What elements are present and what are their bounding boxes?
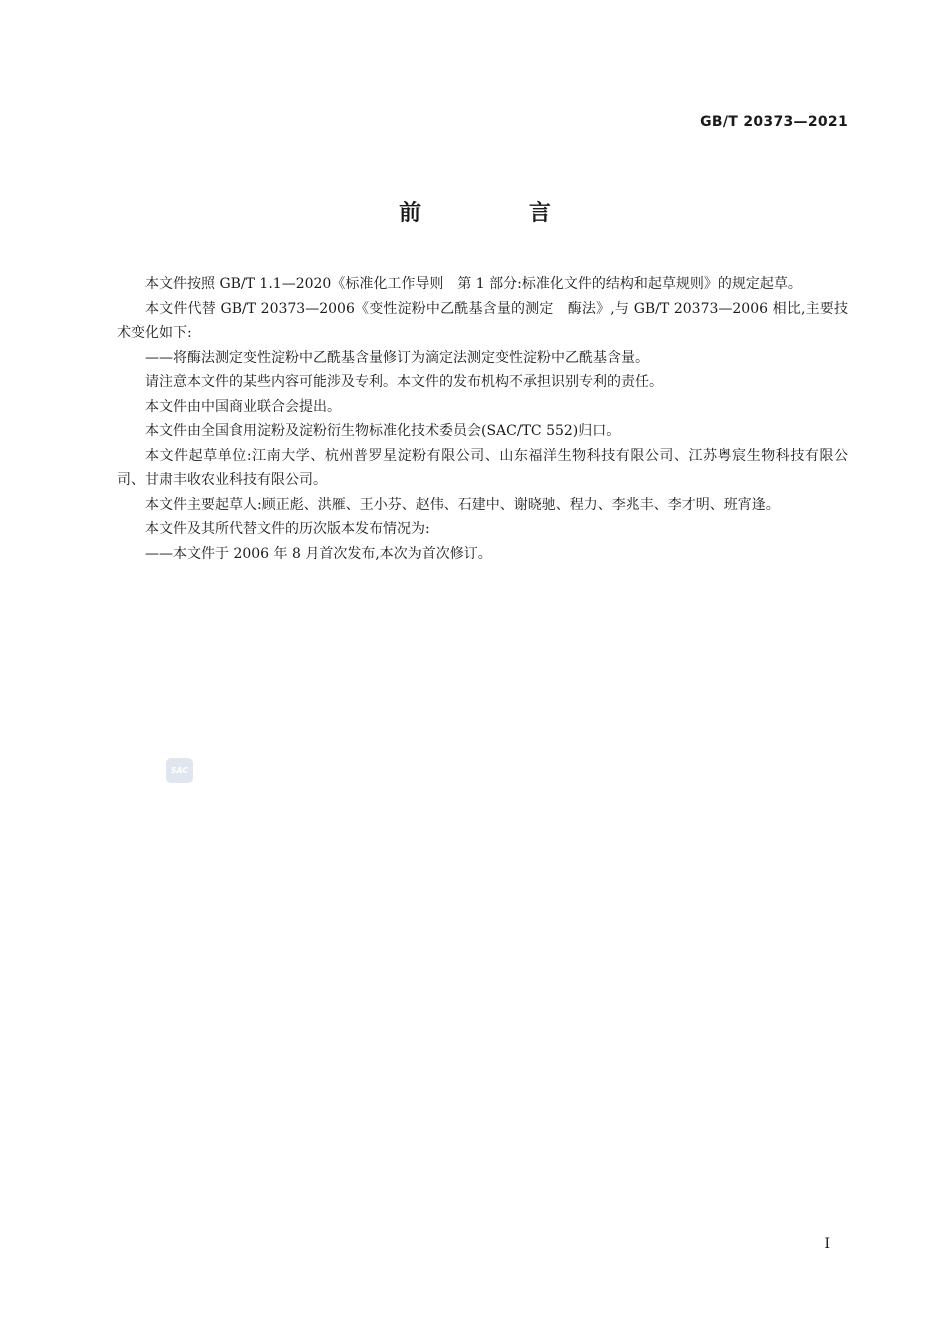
paragraph-version-history-intro: 本文件及其所代替文件的历次版本发布情况为:: [145, 521, 430, 537]
page-number: I: [824, 1236, 830, 1252]
foreword-body: [117, 272, 848, 566]
paragraph-technical-change: ——将酶法测定变性淀粉中乙酰基含量修订为滴定法测定变性淀粉中乙酰基含量。: [145, 349, 649, 366]
paragraph-version-history: ——本文件于 2006 年 8 月首次发布,本次为首次修订。: [145, 545, 492, 562]
paragraph-proposed-by: 本文件由中国商业联合会提出。: [145, 398, 341, 415]
sac-logo-text: SAC: [170, 766, 189, 775]
page-title: 前 言: [399, 201, 601, 226]
sac-watermark-logo: [166, 758, 193, 783]
paragraph-drafting-units: 本文件起草单位:江南大学、杭州普罗星淀粉有限公司、山东福洋生物科技有限公司、江苏粤宸生物科技有限公司、甘肃丰收农业科技有限公司。: [117, 447, 848, 488]
paragraph-replaces: 本文件代替 GB/T 20373—2006《变性淀粉中乙酰基含量的测定 酶法》,与 GB/T 20373—2006 相比,主要技术变化如下:: [117, 300, 848, 341]
paragraph-drafters: 本文件主要起草人:顾正彪、洪雁、王小芬、赵伟、石建中、谢晓驰、程力、李兆丰、李才明、班宵逢。: [145, 496, 780, 513]
standard-code: GB/T 20373—2021: [700, 114, 848, 130]
paragraph-under-jurisdiction: 本文件由全国食用淀粉及淀粉衍生物标准化技术委员会(SAC/TC 552)归口。: [145, 423, 621, 439]
paragraph-patent-notice: 请注意本文件的某些内容可能涉及专利。本文件的发布机构不承担识别专利的责任。: [145, 374, 663, 390]
paragraph-drafting-rules: 本文件按照 GB/T 1.1—2020《标准化工作导则 第 1 部分:标准化文件的结构和起草规则》的规定起草。: [145, 276, 802, 292]
